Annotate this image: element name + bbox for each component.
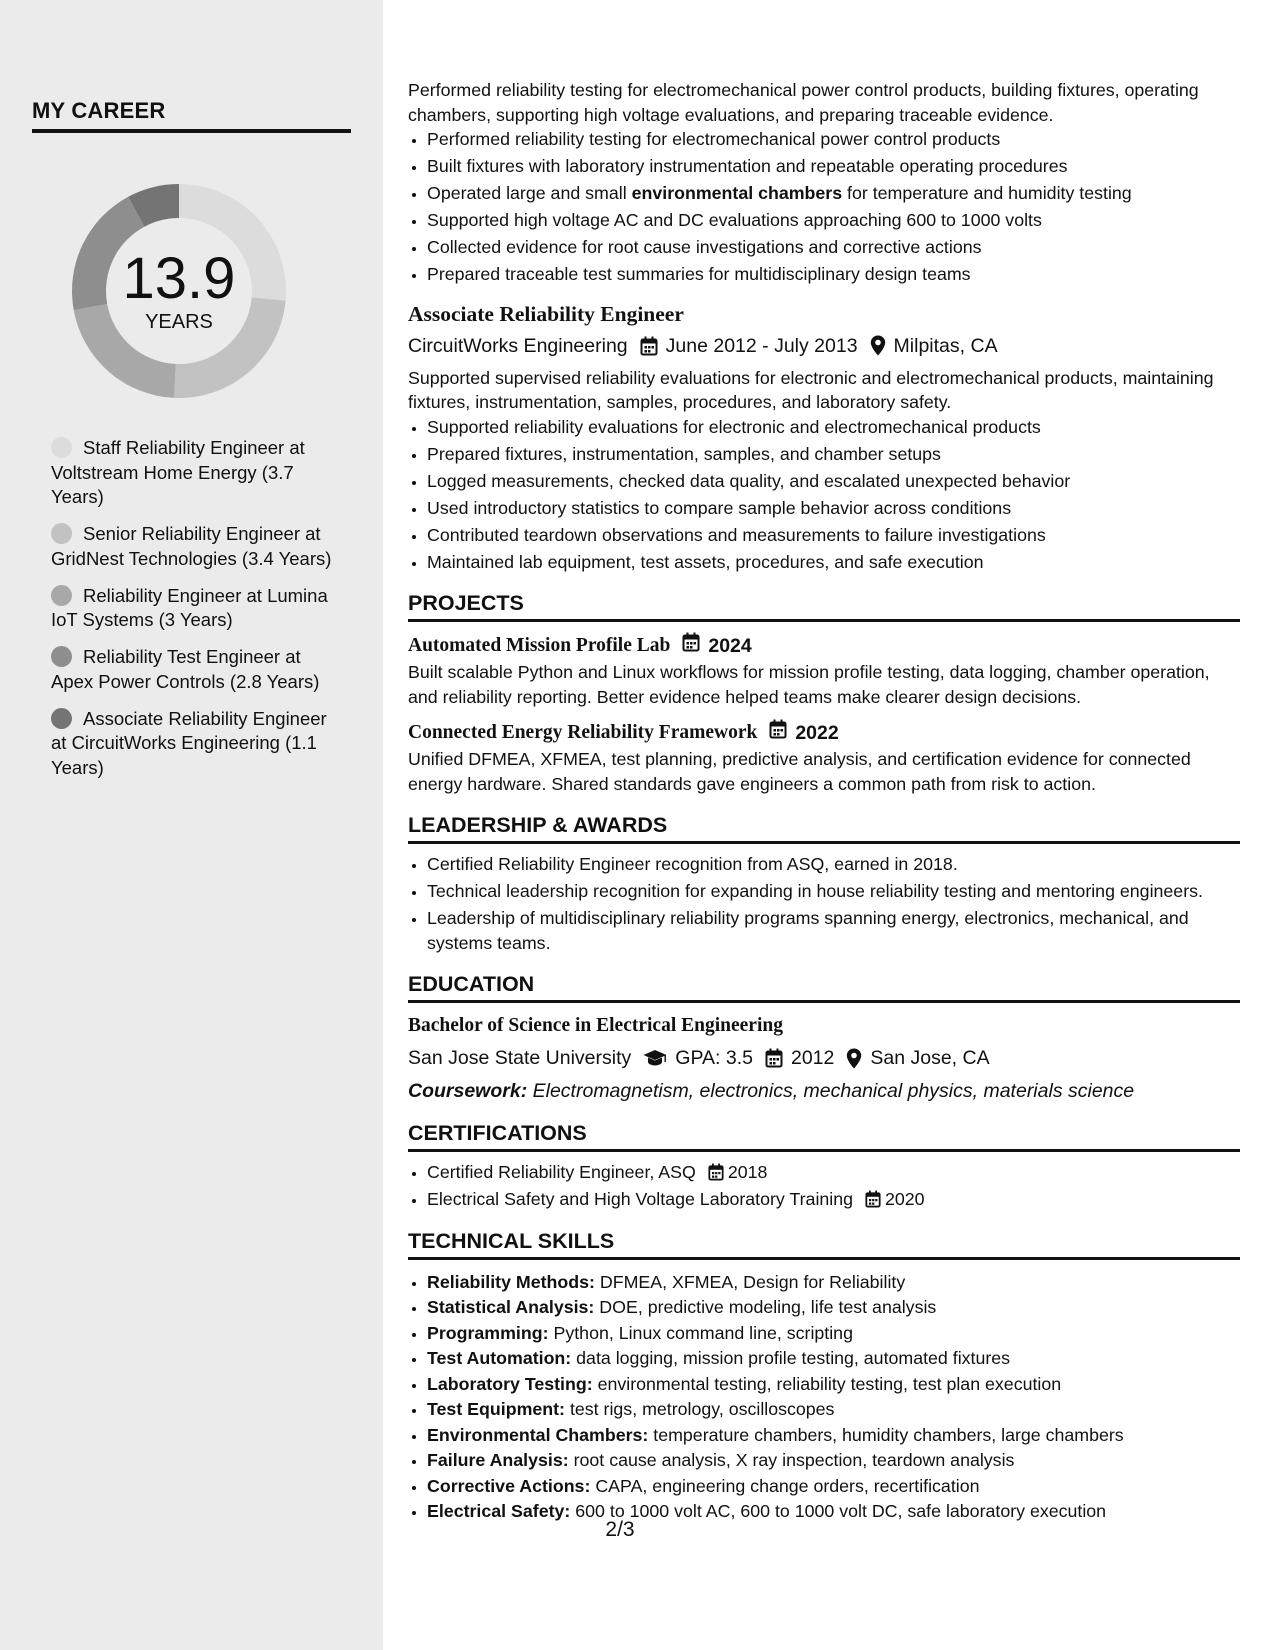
list-item (427, 1499, 1240, 1524)
leadership-heading: LEADERSHIP & AWARDS (408, 812, 1240, 844)
career-legend (51, 436, 341, 793)
legend-dot (51, 585, 72, 606)
legend-label: Reliability Test Engineer at Apex Power Controls (2.8 Years) (51, 646, 320, 692)
list-item: • Prepared fixtures, instrumentation, samples, and chamber setups (427, 442, 1240, 467)
calendar-icon (682, 632, 700, 660)
list-item (427, 1423, 1240, 1448)
main-content (408, 78, 1240, 1525)
graduation-year: 2012 (790, 1047, 835, 1069)
degree-title: Bachelor of Science in Electrical Engineering (408, 1015, 783, 1036)
list-item: • Certified Reliability Engineer recognition from ASQ, earned in 2018. (427, 852, 1240, 877)
total-years-value: 13.9 (122, 245, 236, 311)
skill-value: Python, Linux command line, scripting (553, 1322, 853, 1343)
list-item: • Used introductory statistics to compare sample behavior across conditions (427, 496, 1240, 521)
list-item (427, 1321, 1240, 1346)
donut-center (64, 176, 294, 406)
project-year: 2024 (708, 635, 752, 657)
skill-value: root cause analysis, X ray inspection, teardown analysis (573, 1450, 1015, 1470)
skill-label: Programming: (427, 1322, 549, 1343)
skill-value: data logging, mission profile testing, automated fixtures (576, 1348, 1011, 1368)
list-item (427, 1372, 1240, 1397)
list-item (427, 1160, 1240, 1185)
leadership-list (408, 852, 1240, 955)
skill-label: Statistical Analysis: (427, 1297, 595, 1317)
coursework (408, 1078, 1240, 1104)
list-item (427, 1474, 1240, 1499)
education-meta (408, 1045, 1240, 1071)
project-description: Unified DFMEA, XFMEA, test planning, predictive analysis, and certification evidence for connected energy hardware. Shared standards gave engineers a common path from risk to action. (408, 749, 1191, 794)
skill-label: Test Equipment: (427, 1399, 565, 1419)
skill-value: temperature chambers, humidity chambers, large chambers (653, 1424, 1124, 1445)
skill-label: Laboratory Testing: (427, 1373, 593, 1394)
project-title: Automated Mission Profile Lab 2024 (408, 632, 1240, 660)
sidebar (0, 0, 383, 1650)
total-years-unit: YEARS (145, 310, 213, 333)
calendar-icon (865, 1190, 881, 1208)
job-dates: June 2012 - July 2013 (665, 334, 858, 357)
legend-item (51, 707, 341, 781)
legend-label: Associate Reliability Engineer at CircuitWorks Engineering (1.1 Years) (51, 707, 327, 778)
page-number: 2/3 (605, 1518, 635, 1541)
list-item (427, 1187, 1240, 1212)
legend-dot (51, 708, 72, 729)
list-item: • Built fixtures with laboratory instrumentation and repeatable operating procedures (427, 154, 1240, 179)
map-pin-icon (846, 1048, 862, 1069)
legend-item (51, 522, 341, 571)
education-heading: EDUCATION (408, 971, 1240, 1003)
list-item (427, 1448, 1240, 1473)
legend-item (51, 436, 341, 510)
calendar-icon (765, 1048, 783, 1068)
job-title: Associate Reliability Engineer (408, 301, 684, 326)
gpa: GPA: 3.5 (675, 1047, 753, 1069)
calendar-icon (708, 1163, 724, 1181)
list-item (427, 1397, 1240, 1422)
legend-label: Senior Reliability Engineer at GridNest Technologies (3.4 Years) (51, 523, 332, 569)
skill-label: Corrective Actions: (427, 1475, 591, 1496)
list-item: • Collected evidence for root cause investigations and corrective actions (427, 235, 1240, 260)
legend-item (51, 645, 341, 694)
legend-dot (51, 523, 72, 544)
certifications-list (408, 1160, 1240, 1212)
skill-value: CAPA, engineering change orders, recertification (595, 1475, 980, 1496)
skill-label: Failure Analysis: (427, 1450, 569, 1470)
list-item: • Maintained lab equipment, test assets, procedures, and safe execution (427, 550, 1240, 575)
project-title: Connected Energy Reliability Framework 2022 (408, 719, 1240, 747)
list-item: • Operated large and small environmental chambers for temperature and humidity testing (427, 181, 1240, 206)
certification-year: 2018 (727, 1162, 768, 1182)
skill-label: Environmental Chambers: (427, 1424, 649, 1445)
legend-dot (51, 437, 72, 458)
project-year: 2022 (795, 722, 839, 744)
list-item: • Leadership of multidisciplinary reliability programs spanning energy, electronics, mechanical, and systems teams. (427, 906, 1240, 955)
skill-value: 600 to 1000 volt AC, 600 to 1000 volt DC, safe laboratory execution (575, 1501, 1107, 1521)
list-item: • Logged measurements, checked data quality, and escalated unexpected behavior (427, 469, 1240, 494)
skills-list (408, 1270, 1240, 1524)
legend-dot (51, 646, 72, 667)
list-item: • Technical leadership recognition for expanding in house reliability testing and mentoring engineers. (427, 879, 1240, 904)
certification-name: • Certified Reliability Engineer, ASQ (427, 1162, 696, 1182)
school-location: San Jose, CA (870, 1047, 990, 1069)
highlight: environmental chambers (631, 183, 843, 203)
certification-year: 2020 (885, 1189, 925, 1209)
certifications-heading: CERTIFICATIONS (408, 1120, 1240, 1152)
legend-label: Staff Reliability Engineer at Voltstream Home Energy (3.7 Years) (51, 437, 305, 507)
map-pin-icon (870, 335, 886, 356)
previous-job-summary: Performed reliability testing for electromechanical power control products, building fixtures, operating chambers, supporting high voltage evaluations, and preparing traceable evidence. (408, 80, 1199, 125)
calendar-icon (769, 719, 787, 747)
list-item (427, 1346, 1240, 1371)
job-bullets (408, 415, 1240, 575)
legend-label: Reliability Engineer at Lumina IoT Systems (3 Years) (51, 584, 328, 630)
skills-heading: TECHNICAL SKILLS (408, 1228, 1240, 1260)
skill-value: test rigs, metrology, oscilloscopes (569, 1399, 835, 1419)
graduation-cap-icon (643, 1049, 667, 1067)
list-item: • Supported high voltage AC and DC evaluations approaching 600 to 1000 volts (427, 208, 1240, 233)
legend-item (51, 584, 341, 633)
job-summary: Supported supervised reliability evaluations for electronic and electromechanical products, maintaining fixtures, instrumentation, samples, procedures, and laboratory safety. (408, 367, 1214, 412)
skill-label: Test Automation: (427, 1348, 572, 1368)
previous-job-bullets (408, 127, 1240, 287)
projects-heading: PROJECTS (408, 590, 1240, 622)
list-item: • Performed reliability testing for electromechanical power control products (427, 127, 1240, 152)
company-name: CircuitWorks Engineering (408, 334, 628, 357)
certification-name: • Electrical Safety and High Voltage Laboratory Training (427, 1189, 854, 1209)
job-meta (408, 333, 1240, 359)
skill-value: DOE, predictive modeling, life test analysis (599, 1297, 937, 1317)
project-description: Built scalable Python and Linux workflows for mission profile testing, data logging, chamber operation, and reliability reporting. Better evidence helped teams make clearer design decisions. (408, 662, 1210, 707)
skill-value: environmental testing, reliability testing, test plan execution (597, 1373, 1062, 1394)
list-item: • Supported reliability evaluations for electronic and electromechanical products (427, 415, 1240, 440)
coursework-text: Electromagnetism, electronics, mechanical physics, materials science (532, 1080, 1135, 1102)
list-item (427, 1270, 1240, 1295)
list-item: • Prepared traceable test summaries for multidisciplinary design teams (427, 262, 1240, 287)
calendar-icon (640, 336, 658, 356)
coursework-label: Coursework: (408, 1080, 528, 1102)
school-name: San Jose State University (408, 1047, 632, 1069)
list-item (427, 1295, 1240, 1320)
skill-label: Reliability Methods: (427, 1271, 595, 1292)
list-item: • Contributed teardown observations and measurements to failure investigations (427, 523, 1240, 548)
skill-value: DFMEA, XFMEA, Design for Reliability (599, 1271, 906, 1292)
sidebar-title: MY CAREER (32, 98, 351, 133)
job-location: Milpitas, CA (893, 334, 998, 357)
skill-label: Electrical Safety: (427, 1501, 571, 1521)
